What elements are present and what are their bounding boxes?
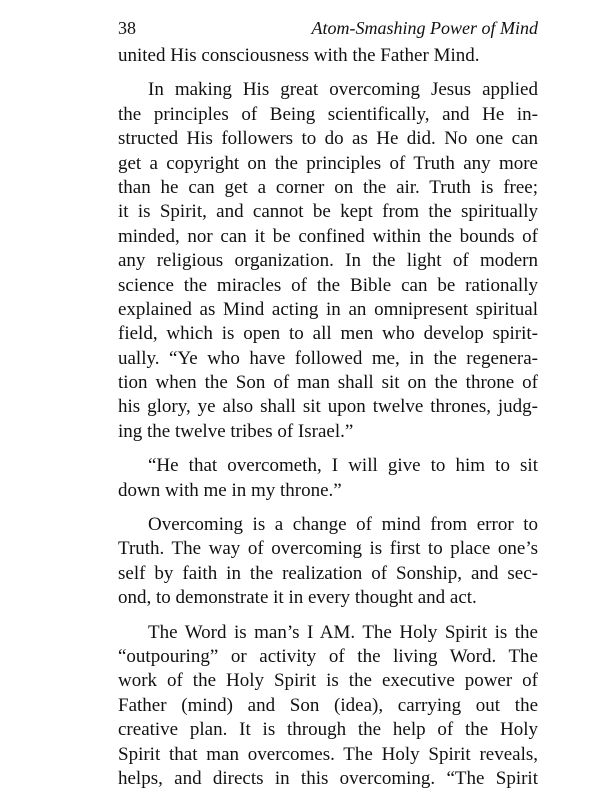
text-line: “outpouring” or activity of the living Word. The xyxy=(118,645,538,667)
text-line: explained as Mind acting in an omnipresent spiritual xyxy=(118,298,538,320)
text-line: field, which is open to all men who develop spirit- xyxy=(118,323,538,345)
text-line: down with me in my throne.” xyxy=(118,479,342,501)
text-line: ing the twelve tribes of Israel.” xyxy=(118,420,354,442)
text-line: “He that overcometh, I will give to him to sit xyxy=(148,455,538,477)
page-header xyxy=(118,18,538,42)
text-line: self by faith in the realization of Sonship, and sec- xyxy=(118,562,538,584)
paragraph xyxy=(118,621,538,792)
text-line: tion when the Son of man shall sit on the throne of xyxy=(118,372,538,394)
text-line: get a copyright on the principles of Truth any more xyxy=(118,152,538,174)
text-line: ond, to demonstrate it in every thought and act. xyxy=(118,587,477,609)
text-line: structed His followers to do as He did. No one can xyxy=(118,128,538,150)
paragraph xyxy=(118,454,538,503)
text-line: helps, and directs in this overcoming. “The Spirit xyxy=(118,767,538,789)
paragraph xyxy=(118,44,538,68)
running-title: Atom-Smashing Power of Mind xyxy=(311,18,538,38)
text-line: it is Spirit, and cannot be kept from the spiritually xyxy=(118,201,538,223)
text-line: united His consciousness with the Father Mind. xyxy=(118,45,480,66)
page-body xyxy=(118,44,538,791)
text-line: the principles of Being scientifically, and He in- xyxy=(118,103,538,125)
text-line: ually. “Ye who have followed me, in the regenera- xyxy=(118,347,538,369)
text-line: minded, nor can it be confined within the bounds of xyxy=(118,225,538,247)
text-line: creative plan. It is through the help of the Holy xyxy=(118,719,538,741)
text-line: Truth. The way of overcoming is first to place one’s xyxy=(118,538,538,560)
paragraph xyxy=(118,78,538,444)
text-line: his glory, ye also shall sit upon twelve thrones, judg- xyxy=(118,396,538,418)
text-line: Overcoming is a change of mind from error to xyxy=(148,514,538,536)
paragraph xyxy=(118,513,538,611)
page-number: 38 xyxy=(118,18,136,38)
text-line: work of the Holy Spirit is the executive power of xyxy=(118,670,538,692)
text-line: science the miracles of the Bible can be rationally xyxy=(118,274,538,296)
text-line: In making His great overcoming Jesus applied xyxy=(148,79,538,101)
text-line: Father (mind) and Son (idea), carrying out the xyxy=(118,694,538,716)
text-line: Spirit that man overcomes. The Holy Spirit reveals, xyxy=(118,743,538,765)
text-line: than he can get a corner on the air. Truth is free; xyxy=(118,176,538,198)
text-line: The Word is man’s I AM. The Holy Spirit is the xyxy=(148,621,538,643)
text-line: any religious organization. In the light of modern xyxy=(118,250,538,272)
